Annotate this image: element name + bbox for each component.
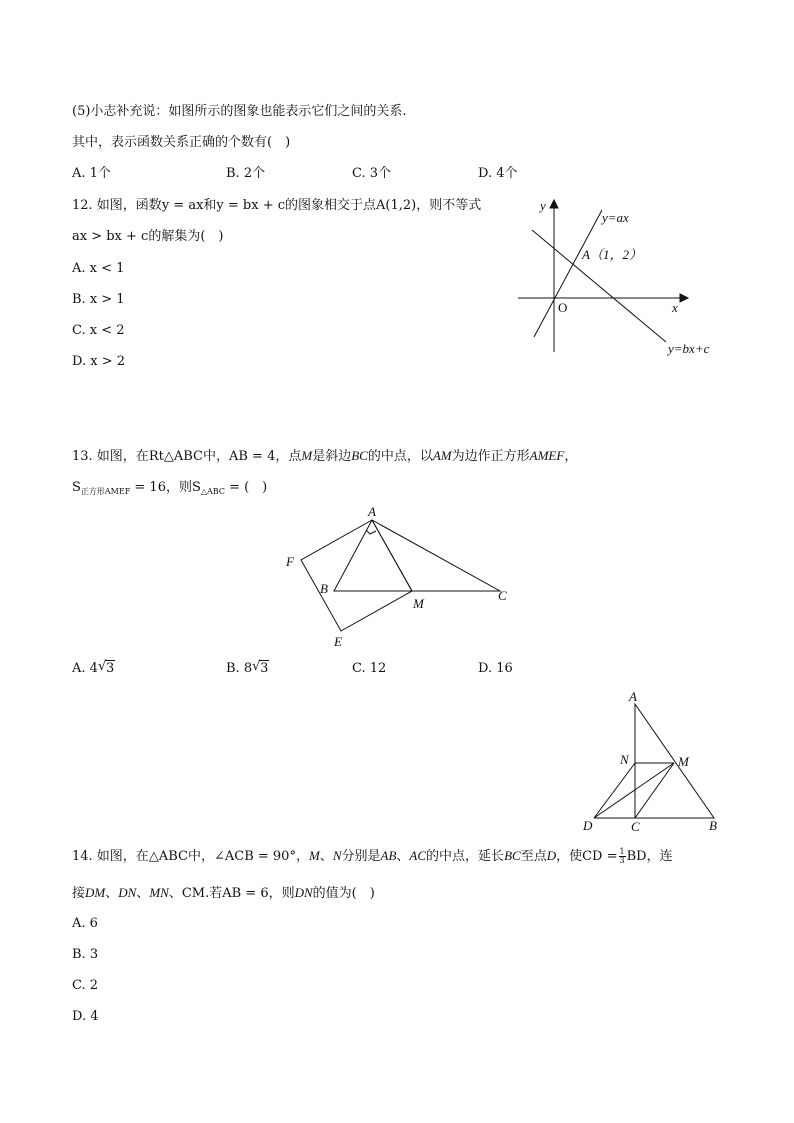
y-axis-arrow (550, 200, 558, 208)
label-f: F (286, 554, 294, 569)
segment-dn (594, 763, 635, 818)
segment-dm (594, 763, 674, 818)
q14-triangle-figure (576, 686, 726, 836)
q13-option-d: D. 16 (478, 661, 513, 676)
label-c: C (631, 819, 640, 834)
q12-function-graph (510, 192, 730, 364)
label-n: N (620, 752, 629, 767)
q13-option-c: C. 12 (352, 661, 387, 676)
q13-option-b: B. 8√ 3 (226, 661, 269, 677)
q13-stem-line2: $S_{正方形AMEF} = 16$，则$S_{\triangle ABC}$ = ( ) (72, 480, 268, 496)
label-origin: O (558, 300, 568, 315)
label-line-bx-c: y=bx+c (668, 341, 710, 356)
q11-option-c: C. 3个 (352, 166, 392, 181)
q14-option-a: A. 6 (72, 916, 98, 931)
q12-option-b: B. x > 1 (72, 292, 125, 307)
label-line-ax: y=ax (602, 210, 629, 225)
label-y-axis: y (540, 198, 546, 213)
line-y-ax (534, 210, 602, 337)
q12-option-d: D. x > 2 (72, 354, 125, 369)
q11-option-a: A. 1个 (72, 166, 111, 181)
q12-option-a: A. x < 1 (72, 261, 125, 276)
q14-stem-line2: 接DM、DN、MN、CM.若AB = 6，则DN的值为( ) (72, 885, 375, 901)
triangle-abc (334, 520, 500, 591)
label-point-a: A（1，2） (582, 247, 642, 262)
q12-stem-line1: 12. 如图，函数y = ax和y = bx + c的图象相交于点A(1,2)，则不等式 (72, 198, 482, 213)
q12-option-c: C. x < 2 (72, 323, 125, 338)
q13-stem-line1: 13. 如图，在Rt△ABC中，AB = 4，点M是斜边BC的中点，以AM为边作正方形AMEF， (72, 448, 578, 464)
segment-cm (635, 763, 674, 818)
q12-stem-line2: ax > bx + c的解集为( ) (72, 229, 224, 244)
label-m: M (678, 754, 689, 769)
fraction-one-third: $\frac{1}{3}$ (619, 847, 625, 865)
right-angle-mark (366, 530, 376, 534)
label-c: C (498, 588, 507, 603)
q14-option-b: B. 3 (72, 947, 99, 962)
q13-square-triangle-figure (280, 500, 520, 652)
square-amef (301, 520, 412, 631)
label-e: E (334, 634, 342, 649)
q11-item5: (5)小志补充说：如图所示的图象也能表示它们之间的关系. (72, 104, 407, 119)
label-m: M (413, 596, 424, 611)
label-a: A (629, 689, 637, 704)
x-axis-arrow (680, 294, 688, 302)
q14-option-d: D. 4 (72, 1009, 99, 1024)
q11-prompt: 其中，表示函数关系正确的个数有( ) (72, 135, 291, 150)
q13-option-a: A. 4√ 3 (72, 661, 115, 677)
q14-stem-line1: 14. 如图，在△ABC中，∠ACB = 90°，M、N分别是AB、AC的中点，延长BC至点D，使CD = $\frac{1}{3}$ BD，连 (72, 847, 673, 865)
q14-option-c: C. 2 (72, 978, 99, 993)
label-d: D (583, 818, 593, 833)
q11-option-d: D. 4个 (478, 166, 518, 181)
label-b: B (709, 818, 717, 833)
label-b: B (320, 581, 328, 596)
label-a: A (368, 504, 376, 519)
q11-option-b: B. 2个 (226, 166, 266, 181)
label-x-axis: x (672, 300, 678, 315)
